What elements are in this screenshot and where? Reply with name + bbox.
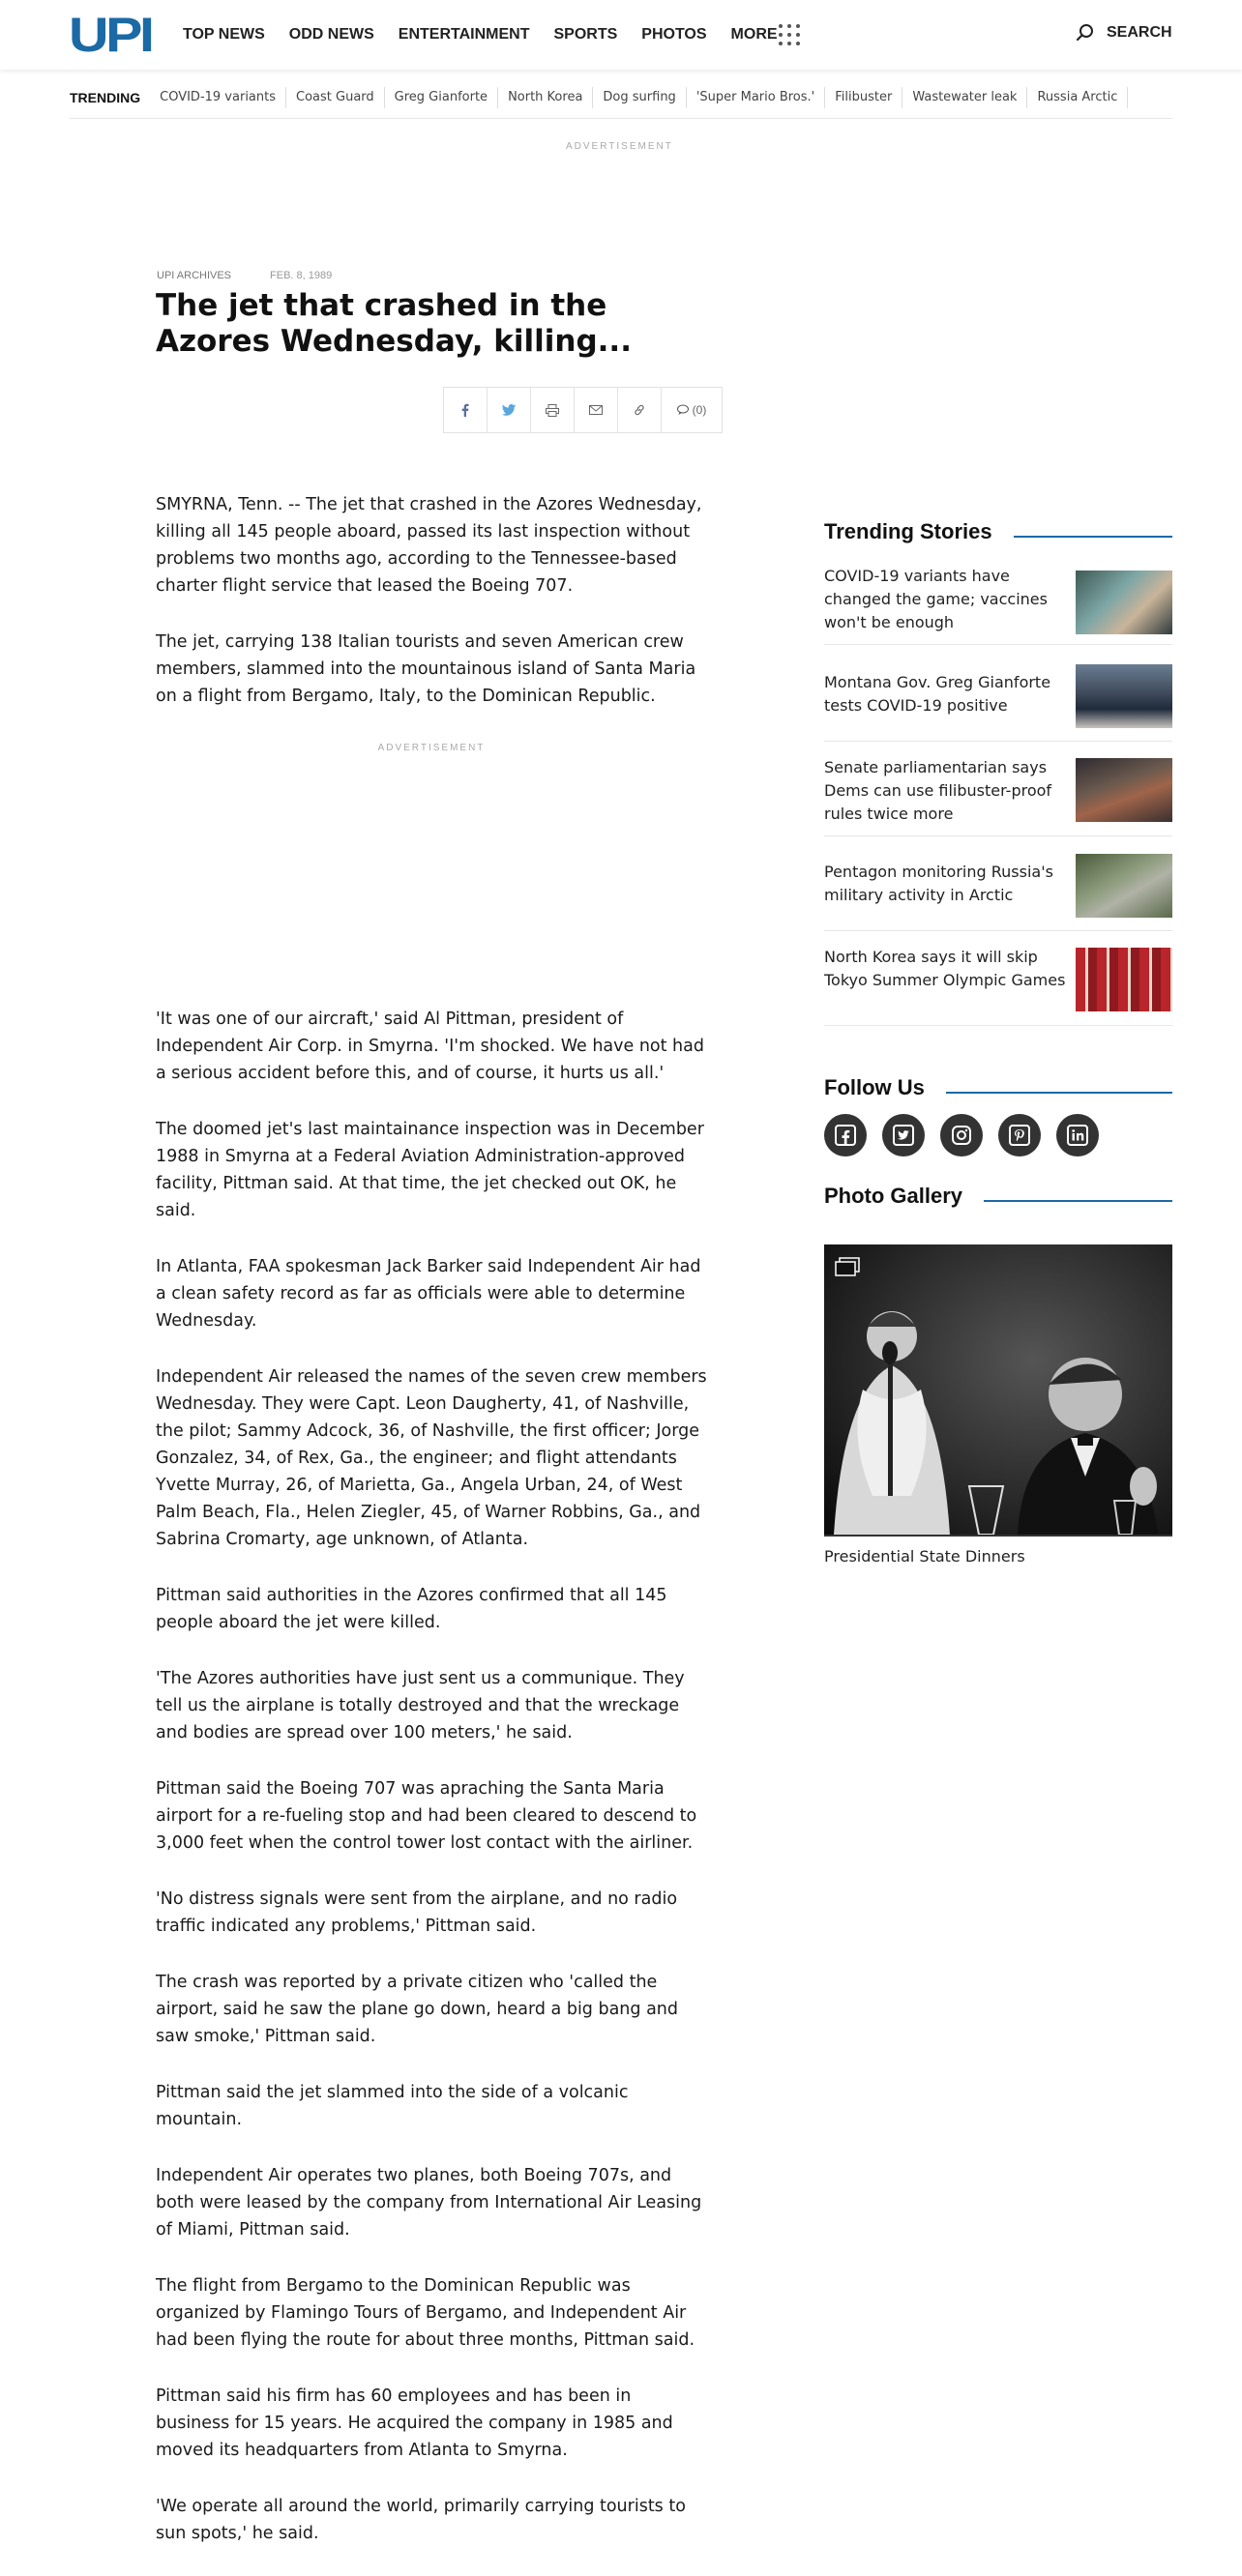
- story-title[interactable]: Senate parliamentarian says Dems can use filibuster-proof rules twice more: [824, 758, 1052, 823]
- article-paragraph: The flight from Bergamo to the Dominican Republic was organized by Flamingo Tours of Bergamo, and Independent Air had been flying the route for about three months, Pittman said.: [156, 2276, 695, 2350]
- follow-us-title: Follow Us: [824, 1075, 925, 1099]
- print-button[interactable]: [531, 388, 575, 432]
- search-icon: [1076, 23, 1095, 43]
- ad-label-top: ADVERTISEMENT: [566, 141, 673, 152]
- trending-item[interactable]: Coast Guard: [286, 87, 385, 108]
- apps-grid-icon[interactable]: [779, 24, 800, 45]
- article-paragraph: The doomed jet's last maintainance inspection was in December 1988 in Smyrna at a Federal Aviation Administration-approved facility, Pittman said. At that time, the jet checked out OK, he said.: [156, 1120, 704, 1220]
- article-body: [156, 491, 707, 2576]
- article-paragraph: Pittman said the Boeing 707 was apraching the Santa Maria airport for a re-fueling stop and had been cleared to descend to 3,000 feet when the control tower lost contact with the airliner.: [156, 1779, 697, 1853]
- article-paragraph: Pittman said authorities in the Azores confirmed that all 145 people aboard the jet were killed.: [156, 1586, 667, 1632]
- article-paragraph: 'The Azores authorities have just sent us a communique. They tell us the airplane is totally destroyed and that the wreckage and bodies are spread over 100 meters,' he said.: [156, 1669, 685, 1742]
- comments-count: (0): [692, 403, 707, 417]
- gallery-photo-graphic: [824, 1244, 1172, 1535]
- story-thumbnail[interactable]: [1076, 571, 1172, 634]
- article-paragraph: The crash was reported by a private citizen who 'called the airport, said he saw the plane go down, heard a big bang and saw smoke,' Pittman said.: [156, 1973, 678, 2046]
- trending-story[interactable]: [824, 659, 1172, 742]
- gallery-caption[interactable]: Presidential State Dinners: [824, 1547, 1025, 1566]
- story-title[interactable]: North Korea says it will skip Tokyo Summer Olympic Games: [824, 948, 1066, 989]
- trending-story[interactable]: [824, 944, 1172, 1026]
- linkedin-icon: [1067, 1125, 1088, 1146]
- story-thumbnail[interactable]: [1076, 948, 1172, 1011]
- trending-item[interactable]: Dog surfing: [593, 87, 686, 108]
- trending-label: TRENDING: [70, 90, 141, 105]
- nav-top-news[interactable]: TOP NEWS: [183, 26, 265, 43]
- story-thumbnail[interactable]: [1076, 664, 1172, 728]
- social-links: [824, 1114, 1099, 1156]
- twitter-share-button[interactable]: [488, 388, 531, 432]
- trending-story[interactable]: [824, 565, 1172, 645]
- trending-item[interactable]: Greg Gianforte: [385, 87, 498, 108]
- trending-stories-header: [824, 519, 1172, 544]
- email-share-button[interactable]: [575, 388, 618, 432]
- trending-item[interactable]: North Korea: [498, 87, 593, 108]
- search-label: SEARCH: [1107, 24, 1172, 41]
- comments-icon: [677, 404, 691, 416]
- email-icon: [589, 405, 603, 415]
- article-paragraph: The jet, carrying 138 Italian tourists and seven American crew members, slammed into the mountainous island of Santa Maria on a flight from Bergamo, Italy, to the Dominican Republic.: [156, 632, 696, 706]
- story-thumbnail[interactable]: [1076, 854, 1172, 918]
- instagram-icon: [951, 1125, 972, 1146]
- article-paragraph: Independent Air operates two planes, both Boeing 707s, and both were leased by the company from International Air Leasing of Miami, Pittman said.: [156, 2166, 702, 2239]
- article-date: FEB. 8, 1989: [270, 270, 333, 281]
- ad-label-inline: ADVERTISEMENT: [377, 743, 486, 753]
- instagram-link[interactable]: [940, 1114, 983, 1156]
- trending-story[interactable]: [824, 849, 1172, 931]
- gallery-image[interactable]: [824, 1244, 1172, 1537]
- photo-gallery-title: Photo Gallery: [824, 1184, 963, 1208]
- article-title: The jet that crashed in the Azores Wednesday, killing...: [156, 288, 632, 359]
- main-nav: [183, 23, 802, 46]
- facebook-icon: [835, 1125, 856, 1146]
- pinterest-link[interactable]: [998, 1114, 1041, 1156]
- trending-bar: [70, 87, 1172, 119]
- trending-stories-title: Trending Stories: [824, 519, 992, 543]
- article-meta: [157, 270, 332, 281]
- trending-item[interactable]: Wastewater leak: [902, 87, 1027, 108]
- nav-sports[interactable]: SPORTS: [553, 26, 618, 43]
- nav-photos[interactable]: PHOTOS: [641, 26, 707, 43]
- story-title[interactable]: Pentagon monitoring Russia's military activity in Arctic: [824, 863, 1053, 904]
- upi-logo[interactable]: UPI: [69, 8, 152, 62]
- comments-button[interactable]: [662, 388, 722, 432]
- trending-item[interactable]: Filibuster: [825, 87, 902, 108]
- header-rule: [946, 1092, 1172, 1094]
- article-paragraph: 'It was one of our aircraft,' said Al Pittman, president of Independent Air Corp. in Smyrna. 'I'm shocked. We have not had a serious accident before this, and of course, it hurts us all.': [156, 1010, 704, 1083]
- article-paragraph: Pittman said the jet slammed into the side of a volcanic mountain.: [156, 2083, 629, 2129]
- article-paragraph: SMYRNA, Tenn. -- The jet that crashed in the Azores Wednesday, killing all 145 people aboard, passed its last inspection without problems two months ago, according to the Tennessee-based charter flight service that leased the Boeing 707.: [156, 495, 702, 596]
- facebook-link[interactable]: [824, 1114, 867, 1156]
- photo-gallery-header: [824, 1184, 1172, 1209]
- trending-item[interactable]: Russia Arctic: [1027, 87, 1128, 108]
- trending-item[interactable]: COVID-19 variants: [160, 87, 286, 108]
- story-title[interactable]: COVID-19 variants have changed the game; vaccines won't be enough: [824, 567, 1048, 631]
- site-header: [0, 0, 1242, 70]
- trending-item[interactable]: 'Super Mario Bros.': [687, 87, 825, 108]
- article-category[interactable]: UPI ARCHIVES: [157, 270, 232, 281]
- article-paragraph: Pittman said his firm has 60 employees and has been in business for 15 years. He acquired the company in 1985 and moved its headquarters from Atlanta to Smyrna.: [156, 2386, 673, 2460]
- twitter-icon: [502, 404, 516, 416]
- linkedin-link[interactable]: [1056, 1114, 1099, 1156]
- header-rule: [1014, 536, 1172, 538]
- trending-story[interactable]: [824, 754, 1172, 836]
- print-icon: [546, 404, 559, 417]
- share-bar: [443, 387, 723, 433]
- story-title[interactable]: Montana Gov. Greg Gianforte tests COVID-19 positive: [824, 673, 1051, 715]
- facebook-icon: [461, 403, 469, 417]
- story-thumbnail[interactable]: [1076, 758, 1172, 822]
- link-icon: [633, 403, 646, 417]
- pinterest-icon: [1009, 1125, 1030, 1146]
- copy-link-button[interactable]: [618, 388, 662, 432]
- header-rule: [984, 1200, 1172, 1202]
- nav-odd-news[interactable]: ODD NEWS: [288, 26, 374, 43]
- follow-us-header: [824, 1075, 1172, 1100]
- article-paragraph: In Atlanta, FAA spokesman Jack Barker said Independent Air had a clean safety record as far as officials were able to determine Wednesday.: [156, 1257, 701, 1331]
- twitter-icon: [893, 1125, 914, 1146]
- nav-entertainment[interactable]: ENTERTAINMENT: [398, 26, 530, 43]
- article-paragraph: 'No distress signals were sent from the airplane, and no radio traffic indicated any problems,' Pittman said.: [156, 1889, 678, 1936]
- article-paragraph: Independent Air released the names of the seven crew members Wednesday. They were Capt. Leon Daugherty, 41, of Nashville, the pilot; Sammy Adcock, 36, of Nashville, the first officer; Jorge Gonzalez, 34, of Rex, Ga., the engineer; and flight attendants Yvette Murray, 26, of Marietta, Ga., Angela Urban, 24, of West Palm Beach, Fla., Helen Ziegler, 45, of Warner Robbins, Ga., and Sabrina Cromarty, age unknown, of Atlanta.: [156, 1367, 707, 1549]
- search-button[interactable]: [1076, 23, 1172, 43]
- twitter-link[interactable]: [882, 1114, 925, 1156]
- inline-ad: [156, 739, 707, 1006]
- nav-more[interactable]: MORE: [730, 26, 778, 43]
- facebook-share-button[interactable]: [444, 388, 488, 432]
- article-paragraph: 'We operate all around the world, primarily carrying tourists to sun spots,' he said.: [156, 2497, 686, 2543]
